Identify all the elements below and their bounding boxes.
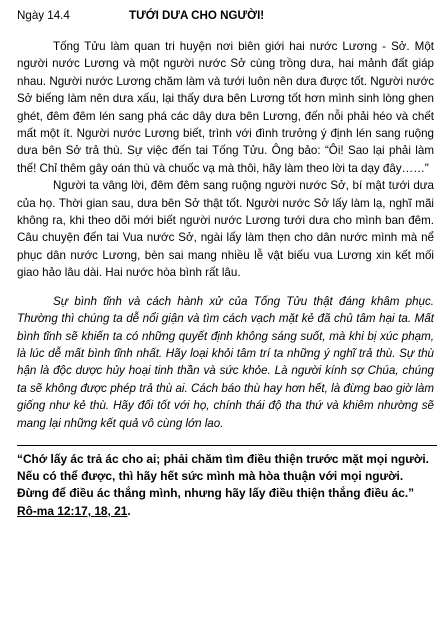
date-label: Ngày 14.4 bbox=[17, 9, 70, 22]
reflection-paragraph: Sự bình tĩnh và cách hành xử của Tống Tửu thật đáng khâm phục. Thường thì chúng ta dễ nổi giận và tìm cách vạch mặt kẻ đã chủ tâm hại ta. Mất bình tĩnh sẽ khiến ta có những quyết định không sáng suốt, mà khi bị xúc phạm, là lúc dễ mất bình tĩnh nhất. Hãy loại khỏi tâm trí ta những ý nghĩ trả thù. Sự thù hận là độc dược hủy hoại tinh thần và sức khỏe. Là người kính sợ Chúa, chúng ta sẽ không được phép trả thù ai. Cách báo thù hay hơn hết, là đừng bao giờ làm giống như kẻ thù. Hãy đối tốt với họ, chính thái độ tha thứ và khiêm nhường sẽ mang lại những kết quả vô cùng lớn lao. bbox=[17, 294, 434, 430]
page-title: TƯỚI DƯA CHO NGƯỜI! bbox=[129, 9, 265, 22]
verse-end-punctuation: . bbox=[127, 503, 131, 518]
page-header bbox=[17, 9, 434, 29]
verse-text: “Chớ lấy ác trả ác cho ai; phải chăm tìm điều thiện trước mặt mọi người. Nếu có thể được, thì hãy hết sức mình mà hòa thuận với mọi người. Đừng để điều ác thắng mình, nhưng hãy lấy điều thiện thắng điều ác.” bbox=[17, 451, 429, 501]
story-body bbox=[17, 38, 434, 282]
divider-line bbox=[17, 445, 437, 446]
story-paragraph-2: Người ta vâng lời, đêm đêm sang ruộng người nước Sở, bí mật tưới dưa của họ. Thời gian sau, dưa bên Sở thật tốt. Người nước Sở lấy làm lạ, nghĩ mãi không ra, khi theo dõi mới biết người nước Lương tưới dưa cho mình ban đêm. Câu chuyện đến tai Vua nước Sở, ngài lấy làm thẹn cho dân nước mình mà nể phục dân nước Lương, bèn sai mang nhiều lễ vật biếu vua Lương xin kết mối giao hảo lâu dài. Hai nước hòa bình rất lâu. bbox=[17, 179, 434, 280]
scripture-verse bbox=[17, 451, 434, 520]
verse-reference: Rô-ma 12:17, 18, 21 bbox=[17, 503, 128, 518]
story-paragraph-1: Tống Tửu làm quan tri huyện nơi biên giới hai nước Lương - Sở. Một người nước Lương và một người nước Sở cùng trồng dưa, hai mảnh đất giáp nhau. Người nước Lương chăm làm và tưới luôn nên dưa được tốt. Người nước Sở biếng làm nên dưa xấu, lại thấy dưa bên Lương tốt hơn mình sinh lòng ghen ghét, đêm đêm lén sang phá các dây dưa bên Lương, đến nỗi phải héo và chết mất một ít. Người nước Lương biết, trình với đình trưởng ý định lén sang ruộng dưa bên Sở trả thù. Sự việc đến tai Tống Tửu. Ông bảo: “Ôi! Sao lại phải làm thế! Chỉ thêm gây oán thù và chuốc vạ mà thôi, hãy làm theo lời ta dạy đây……" bbox=[17, 40, 434, 175]
reflection-section bbox=[17, 293, 434, 432]
